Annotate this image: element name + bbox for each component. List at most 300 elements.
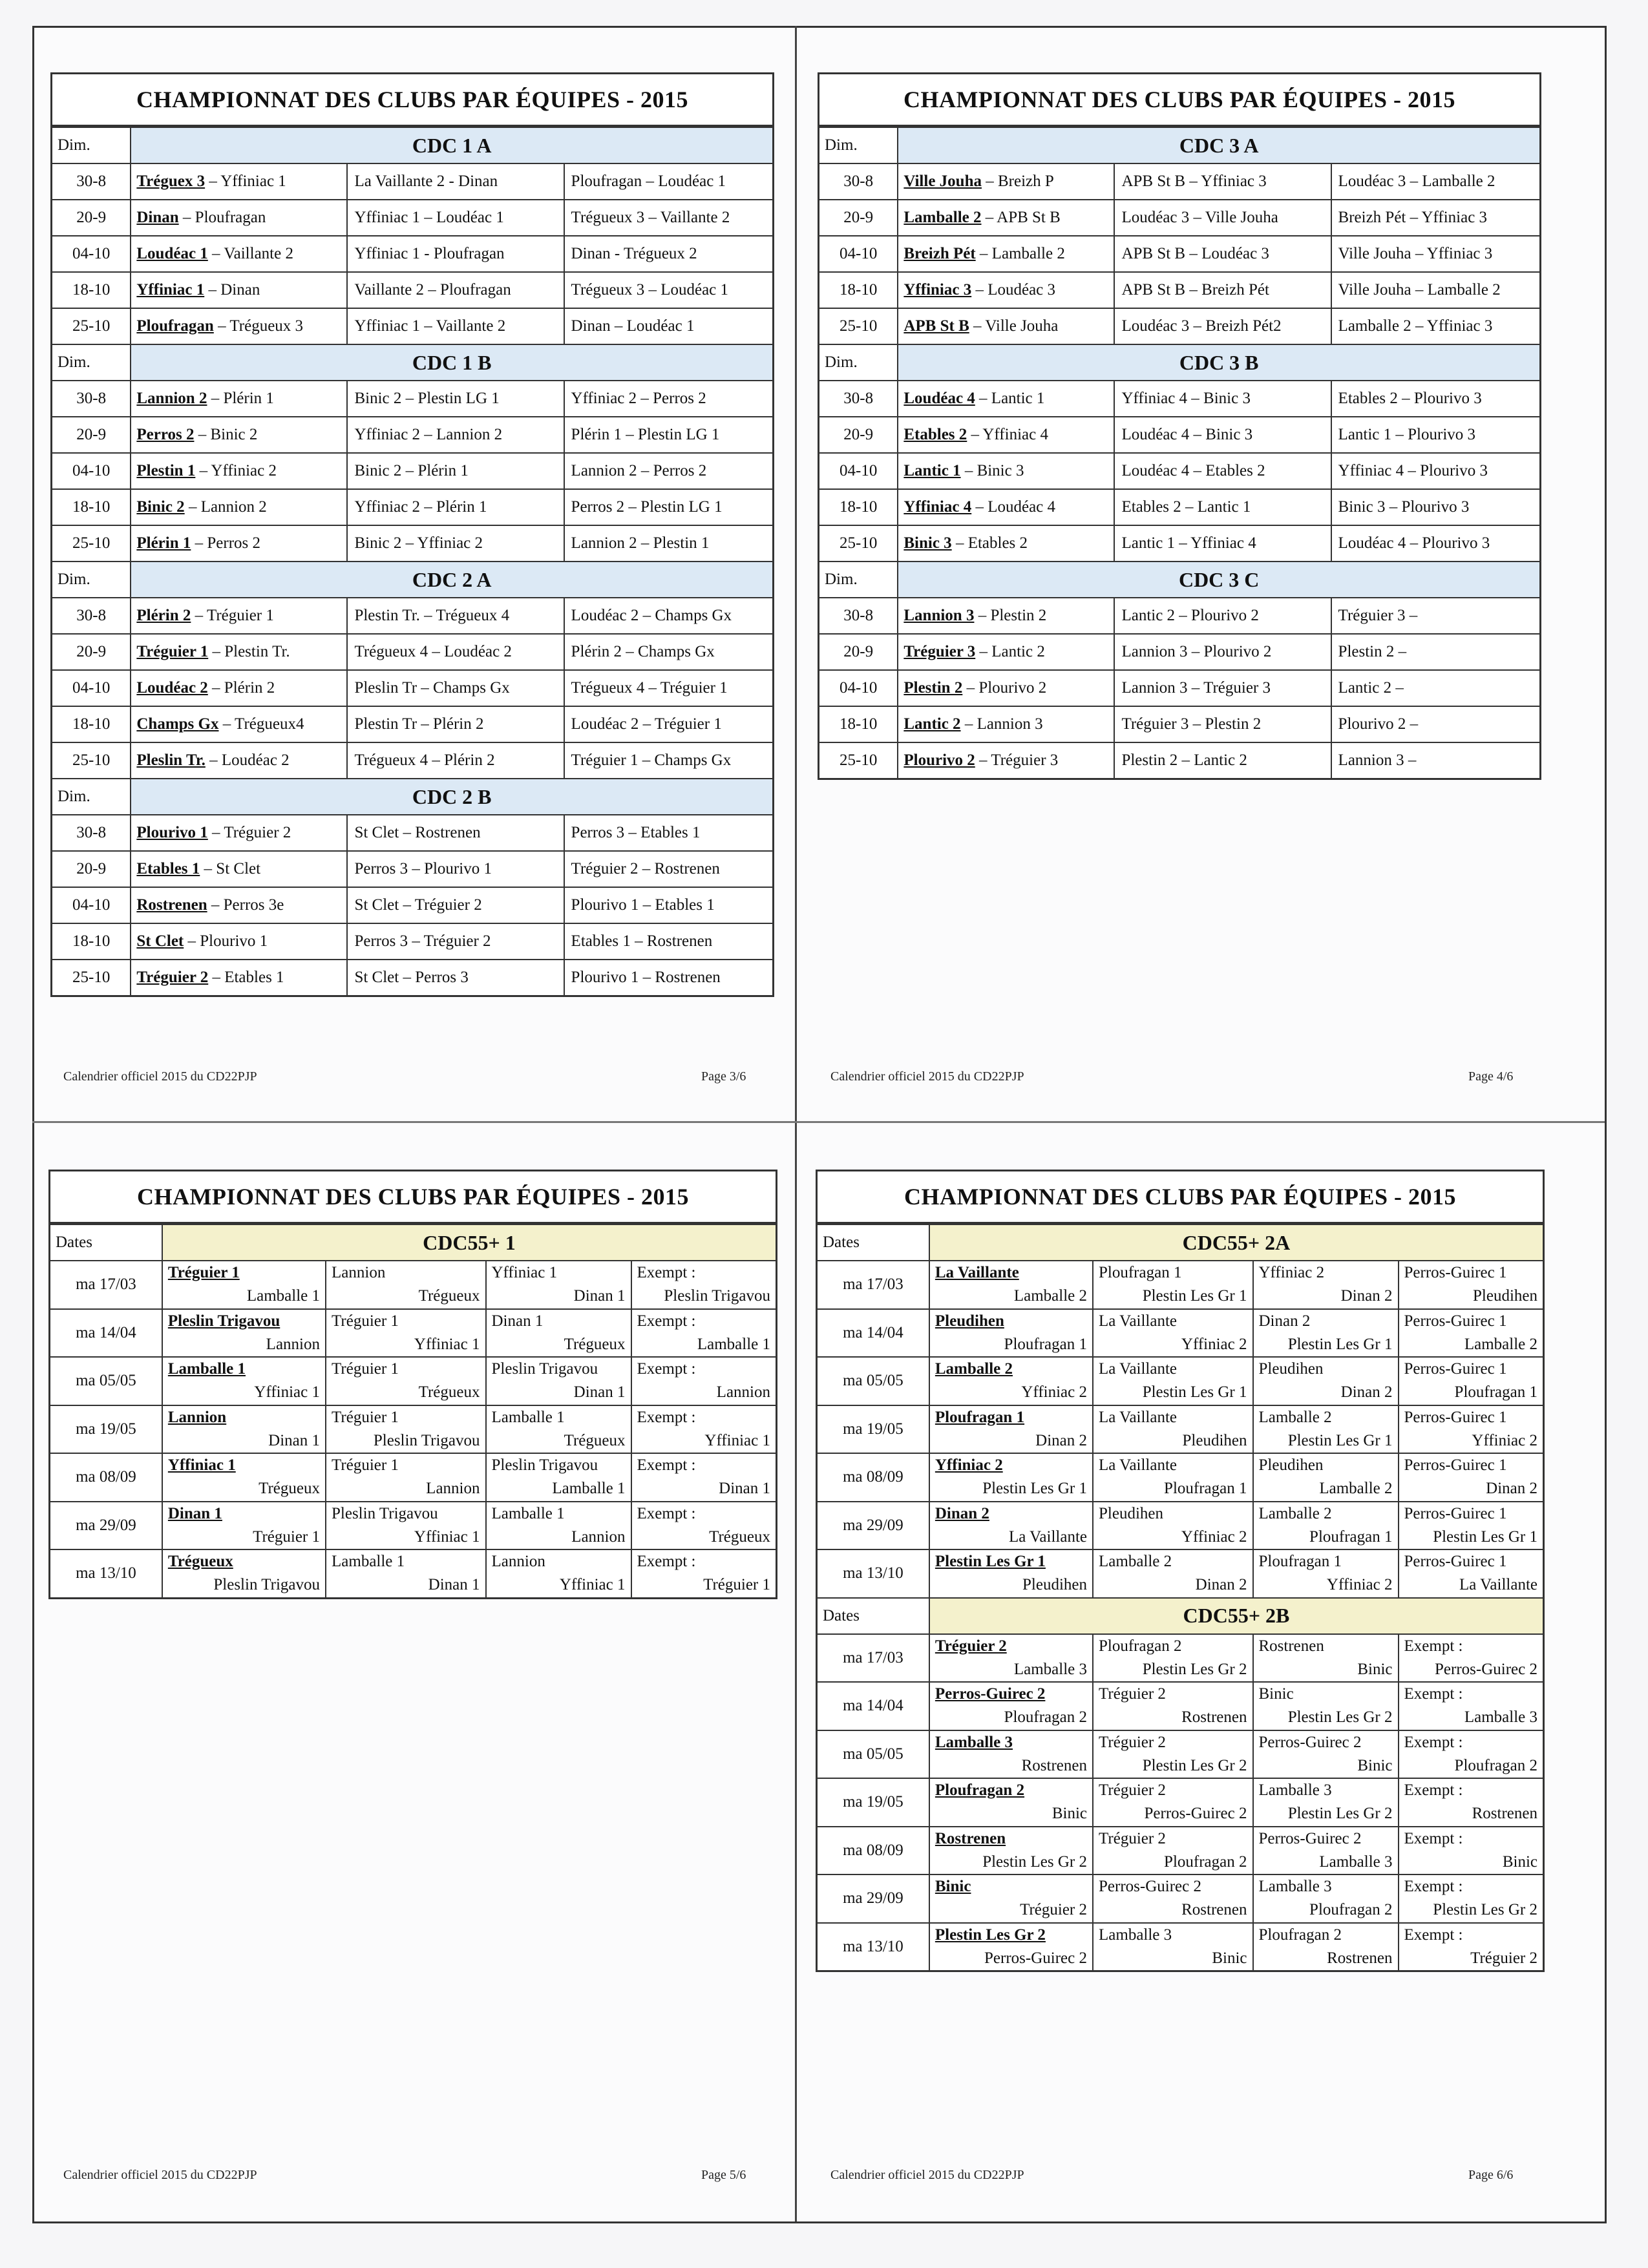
- match-cell: [929, 1309, 1093, 1358]
- first-match: [898, 706, 1114, 742]
- match-pair: [1404, 1358, 1538, 1405]
- team-bottom: Yffiniac 1: [559, 1576, 626, 1594]
- match-pair: [935, 1358, 1087, 1405]
- match-date: ma 05/05: [50, 1357, 162, 1405]
- group-header-row: [819, 127, 1541, 163]
- match-date: ma 17/03: [817, 1261, 929, 1309]
- team-bottom: Rostrenen: [1021, 1756, 1087, 1774]
- match-date: ma 14/04: [817, 1309, 929, 1358]
- match-cell: [1093, 1309, 1253, 1358]
- home-team: Binic 2: [136, 498, 185, 516]
- team-bottom: Binic: [1357, 1660, 1393, 1678]
- first-match: [131, 634, 347, 670]
- separator-dash: –: [971, 281, 988, 299]
- third-match: Perros 3 – Etables 1: [564, 815, 774, 851]
- team-bottom: Perros-Guirec 2: [1435, 1660, 1537, 1678]
- home-team: Lantic 1: [903, 462, 961, 479]
- team-top: Lamballe 3: [1258, 1781, 1332, 1799]
- match-date: 04-10: [819, 453, 898, 489]
- match-cell: [1093, 1549, 1253, 1598]
- match-cell: [1253, 1874, 1399, 1923]
- table-row: [50, 1453, 777, 1502]
- match-cell: [631, 1405, 777, 1454]
- date-column-label: Dates: [817, 1598, 929, 1634]
- separator-dash: –: [971, 498, 988, 516]
- match-cell: [929, 1549, 1093, 1598]
- home-team: Ville Jouha: [903, 173, 982, 190]
- match-date: ma 08/09: [50, 1453, 162, 1502]
- match-pair: [492, 1454, 626, 1501]
- match-date: 25-10: [52, 308, 131, 344]
- team-top: Yffiniac 2: [1258, 1264, 1325, 1281]
- match-cell: [162, 1309, 326, 1358]
- match-cell: [1093, 1730, 1253, 1779]
- team-top: La Vaillante: [935, 1264, 1019, 1281]
- away-team: Breizh P: [997, 173, 1054, 190]
- match-date: 30-8: [819, 163, 898, 200]
- home-team: Plestin 1: [136, 462, 196, 479]
- first-match: [131, 381, 347, 417]
- team-top: La Vaillante: [1099, 1408, 1178, 1426]
- first-match: [898, 417, 1114, 453]
- match-cell: [326, 1405, 486, 1454]
- third-match: Plourivo 1 – Rostrenen: [564, 960, 774, 996]
- second-match: Yffiniac 1 – Vaillante 2: [347, 308, 564, 344]
- match-date: ma 19/05: [817, 1405, 929, 1454]
- group-header-row: [817, 1224, 1544, 1261]
- team-bottom: Tréguier 1: [703, 1576, 770, 1594]
- table-row: [52, 742, 774, 779]
- match-pair: [1404, 1875, 1538, 1922]
- group-name: CDC 2 B: [131, 779, 773, 815]
- schedule-table: [48, 1224, 777, 1599]
- match-cell: [929, 1778, 1093, 1827]
- first-match: [131, 670, 347, 706]
- match-cell: [929, 1923, 1093, 1971]
- match-pair: [1099, 1261, 1247, 1308]
- team-top: Plestin Les Gr 1: [935, 1553, 1046, 1570]
- third-match: Lannion 2 – Perros 2: [564, 453, 774, 489]
- group-name: CDC 1 B: [131, 344, 773, 381]
- away-team: Perros 3e: [223, 896, 284, 914]
- match-cell: [929, 1827, 1093, 1875]
- match-date: 04-10: [52, 453, 131, 489]
- away-team: Plestin 2: [990, 607, 1047, 624]
- match-cell: [1399, 1778, 1544, 1827]
- team-bottom: Pleslin Trigavou: [213, 1576, 320, 1594]
- away-team: Loudéac 4: [988, 498, 1056, 516]
- cdc55-tables: [816, 1224, 1545, 1972]
- team-top: Pleudihen: [1258, 1456, 1324, 1474]
- match-cell: [162, 1261, 326, 1309]
- third-match: Dinan – Loudéac 1: [564, 308, 774, 344]
- home-team: Ploufragan: [136, 317, 214, 335]
- match-pair: [1259, 1779, 1393, 1826]
- home-team: Plérin 2: [136, 607, 191, 624]
- away-team: Yffiniac 1: [220, 173, 286, 190]
- table-row: [819, 525, 1541, 562]
- table-row: [819, 706, 1541, 742]
- first-match: [898, 742, 1114, 779]
- match-cell: [162, 1357, 326, 1405]
- second-match: Vaillante 2 – Ploufragan: [347, 272, 564, 308]
- group-header-row: [819, 562, 1541, 598]
- match-pair: [332, 1454, 480, 1501]
- second-match: Lantic 1 – Yffiniac 4: [1114, 525, 1331, 562]
- match-cell: [1093, 1261, 1253, 1309]
- second-match: Pleslin Tr – Champs Gx: [347, 670, 564, 706]
- group-name: CDC 3 B: [898, 344, 1540, 381]
- separator-dash: –: [207, 390, 224, 407]
- match-cell: [486, 1405, 631, 1454]
- schedule-table: [818, 127, 1541, 780]
- team-top: Tréguier 2: [1099, 1733, 1166, 1751]
- match-cell: [1253, 1502, 1399, 1550]
- separator-dash: –: [974, 607, 991, 624]
- second-match: Binic 2 – Yffiniac 2: [347, 525, 564, 562]
- team-top: Dinan 2: [935, 1504, 989, 1522]
- third-match: Lannion 2 – Plestin 1: [564, 525, 774, 562]
- team-bottom: La Vaillante: [1459, 1576, 1537, 1594]
- first-match: [131, 453, 347, 489]
- group-header-row: [50, 1224, 777, 1261]
- second-match: Loudéac 4 – Etables 2: [1114, 453, 1331, 489]
- team-top: Tréguier 2: [1099, 1781, 1166, 1799]
- third-match: Binic 3 – Plourivo 3: [1331, 489, 1541, 525]
- match-pair: [1259, 1358, 1393, 1405]
- first-match: [131, 887, 347, 923]
- second-match: APB St B – Breizh Pét: [1114, 272, 1331, 308]
- date-column-label: Dim.: [52, 779, 131, 815]
- table-row: [50, 1502, 777, 1550]
- team-top: Pleslin Trigavou: [491, 1360, 598, 1378]
- team-top: Ploufragan 1: [1258, 1553, 1342, 1570]
- match-pair: [1404, 1261, 1538, 1308]
- separator-dash: –: [178, 209, 195, 226]
- match-pair: [1404, 1827, 1538, 1874]
- team-bottom: Lamballe 3: [1464, 1708, 1537, 1727]
- team-bottom: Ploufragan 1: [1309, 1528, 1393, 1546]
- third-match: Plestin 2 –: [1331, 634, 1541, 670]
- table-row: [52, 308, 774, 344]
- match-cell: [929, 1874, 1093, 1923]
- match-cell: [486, 1357, 631, 1405]
- separator-dash: –: [205, 751, 222, 769]
- cdc-tables: [818, 127, 1541, 780]
- away-team: Tréguier 3: [991, 751, 1059, 769]
- match-pair: [1404, 1731, 1538, 1778]
- second-match: Perros 3 – Plourivo 1: [347, 851, 564, 887]
- home-team: Lannion 2: [136, 390, 207, 407]
- home-team: Tréguier 2: [136, 969, 209, 986]
- team-top: Rostrenen: [935, 1829, 1006, 1847]
- match-pair: [637, 1261, 771, 1308]
- match-cell: [486, 1549, 631, 1598]
- match-pair: [1099, 1635, 1247, 1682]
- match-cell: [486, 1453, 631, 1502]
- first-match: [131, 163, 347, 200]
- match-cell: [1253, 1309, 1399, 1358]
- home-team: Etables 2: [903, 426, 967, 443]
- first-match: [131, 308, 347, 344]
- group-header-row: [52, 127, 774, 163]
- match-pair: [1259, 1635, 1393, 1682]
- team-top: Exempt :: [1404, 1829, 1463, 1847]
- team-bottom: Ploufragan 2: [1454, 1756, 1537, 1774]
- third-match: Breizh Pét – Yffiniac 3: [1331, 200, 1541, 236]
- match-cell: [326, 1309, 486, 1358]
- separator-dash: –: [951, 534, 968, 552]
- table-row: [52, 670, 774, 706]
- match-pair: [168, 1310, 320, 1357]
- match-cell: [1399, 1502, 1544, 1550]
- match-cell: [486, 1309, 631, 1358]
- match-pair: [935, 1406, 1087, 1453]
- second-match: La Vaillante 2 - Dinan: [347, 163, 564, 200]
- date-column-label: Dates: [817, 1224, 929, 1261]
- team-bottom: Ploufragan 2: [1004, 1708, 1087, 1727]
- match-cell: [1399, 1309, 1544, 1358]
- team-top: Pleslin Trigavou: [491, 1456, 598, 1474]
- match-pair: [332, 1310, 480, 1357]
- table-row: [52, 815, 774, 851]
- away-team: Loudéac 3: [988, 281, 1056, 299]
- match-date: 30-8: [52, 598, 131, 634]
- footer-left: Calendrier officiel 2015 du CD22PJP: [63, 2168, 257, 2182]
- first-match: [898, 163, 1114, 200]
- match-pair: [637, 1358, 771, 1405]
- team-bottom: Trégueux: [418, 1383, 480, 1402]
- table-row: [817, 1778, 1544, 1827]
- away-team: Plourivo 1: [200, 932, 268, 950]
- away-team: Vaillante 2: [224, 245, 293, 262]
- table-row: [52, 598, 774, 634]
- table-row: [817, 1827, 1544, 1875]
- match-date: 20-9: [52, 851, 131, 887]
- team-bottom: Lamballe 2: [1464, 1335, 1537, 1353]
- table-row: [52, 923, 774, 960]
- separator-dash: –: [207, 245, 224, 262]
- table-row: [817, 1453, 1544, 1502]
- team-bottom: Plestin Les Gr 2: [1287, 1805, 1393, 1823]
- panel-page-3: [50, 72, 774, 997]
- team-top: Exempt :: [1404, 1781, 1463, 1799]
- home-team: Plestin 2: [903, 679, 963, 697]
- away-team: Lannion 3: [977, 715, 1043, 733]
- match-date: 25-10: [819, 525, 898, 562]
- second-match: Lantic 2 – Plourivo 2: [1114, 598, 1331, 634]
- table-row: [819, 598, 1541, 634]
- team-top: Perros-Guirec 1: [1404, 1312, 1507, 1330]
- team-top: Lamballe 1: [332, 1553, 405, 1570]
- home-team: Loudéac 1: [136, 245, 208, 262]
- second-match: Yffiniac 4 – Binic 3: [1114, 381, 1331, 417]
- table-row: [817, 1405, 1544, 1454]
- team-top: Yffiniac 1: [491, 1264, 558, 1281]
- match-pair: [935, 1924, 1087, 1971]
- match-pair: [1404, 1924, 1538, 1971]
- team-bottom: Tréguier 2: [1470, 1949, 1537, 1967]
- team-bottom: Ploufragan 1: [1454, 1383, 1537, 1402]
- home-team: Binic 3: [903, 534, 952, 552]
- team-bottom: Lamballe 2: [1319, 1480, 1393, 1498]
- team-bottom: Trégueux: [564, 1431, 626, 1449]
- match-pair: [1259, 1261, 1393, 1308]
- separator-dash: –: [975, 245, 992, 262]
- match-pair: [1099, 1827, 1247, 1874]
- team-bottom: Rostrenen: [1472, 1805, 1537, 1823]
- match-cell: [1399, 1730, 1544, 1779]
- match-pair: [1404, 1550, 1538, 1597]
- first-match: [131, 489, 347, 525]
- match-cell: [1093, 1874, 1253, 1923]
- away-team: Binic 3: [977, 462, 1024, 479]
- table-row: [817, 1682, 1544, 1730]
- team-bottom: Pleudihen: [1473, 1287, 1537, 1305]
- team-bottom: Lannion: [716, 1383, 770, 1402]
- group-header-row: [52, 562, 774, 598]
- home-team: Loudéac 4: [903, 390, 975, 407]
- away-team: Etables 2: [967, 534, 1028, 552]
- panel-page-6: [816, 1170, 1545, 1972]
- table-row: [819, 163, 1541, 200]
- first-match: [131, 272, 347, 308]
- match-date: ma 14/04: [50, 1309, 162, 1358]
- match-pair: [492, 1358, 626, 1405]
- panel-title: CHAMPIONNAT DES CLUBS PAR ÉQUIPES - 2015: [816, 1170, 1545, 1224]
- team-bottom: Dinan 1: [573, 1383, 626, 1402]
- away-team: Loudéac 2: [221, 751, 290, 769]
- away-team: Ploufragan: [195, 209, 266, 226]
- separator-dash: –: [195, 462, 211, 479]
- table-row: [50, 1261, 777, 1309]
- second-match: Trégueux 4 – Loudéac 2: [347, 634, 564, 670]
- team-top: La Vaillante: [1099, 1456, 1178, 1474]
- match-pair: [1099, 1454, 1247, 1501]
- match-date: ma 29/09: [817, 1502, 929, 1550]
- team-bottom: Yffiniac 2: [1181, 1335, 1247, 1353]
- team-top: Pleudihen: [935, 1312, 1004, 1330]
- team-top: Tréguier 1: [167, 1264, 240, 1281]
- match-date: 04-10: [52, 887, 131, 923]
- second-match: Binic 2 – Plérin 1: [347, 453, 564, 489]
- footer-page-number: Page 3/6: [701, 1069, 746, 1084]
- match-date: ma 14/04: [817, 1682, 929, 1730]
- match-pair: [1259, 1827, 1393, 1874]
- third-match: Perros 2 – Plestin LG 1: [564, 489, 774, 525]
- match-cell: [929, 1502, 1093, 1550]
- match-pair: [935, 1875, 1087, 1922]
- team-bottom: Lannion: [426, 1480, 480, 1498]
- first-match: [131, 851, 347, 887]
- panel-page-4: [818, 72, 1541, 780]
- date-column-label: Dates: [50, 1224, 162, 1261]
- separator-dash: –: [981, 173, 998, 190]
- match-cell: [326, 1453, 486, 1502]
- away-team: Tréguier 1: [206, 607, 274, 624]
- team-bottom: Dinan 1: [268, 1431, 320, 1449]
- team-bottom: Lamballe 1: [246, 1287, 320, 1305]
- match-pair: [1259, 1683, 1393, 1730]
- match-cell: [162, 1549, 326, 1598]
- match-pair: [1099, 1875, 1247, 1922]
- match-pair: [935, 1731, 1087, 1778]
- table-row: [817, 1874, 1544, 1923]
- first-match: [898, 200, 1114, 236]
- third-match: Tréguier 1 – Champs Gx: [564, 742, 774, 779]
- third-match: Lamballe 2 – Yffiniac 3: [1331, 308, 1541, 344]
- table-row: [52, 851, 774, 887]
- group-header-row: [52, 779, 774, 815]
- table-row: [52, 960, 774, 996]
- table-row: [52, 417, 774, 453]
- separator-dash: –: [975, 751, 991, 769]
- match-date: ma 19/05: [817, 1778, 929, 1827]
- group-name: CDC 3 C: [898, 562, 1540, 598]
- table-row: [52, 381, 774, 417]
- table-row: [817, 1357, 1544, 1405]
- team-bottom: Lamballe 3: [1319, 1853, 1393, 1871]
- second-match: APB St B – Yffiniac 3: [1114, 163, 1331, 200]
- home-team: Plourivo 1: [136, 824, 208, 841]
- match-pair: [168, 1406, 320, 1453]
- team-top: La Vaillante: [1099, 1312, 1178, 1330]
- team-top: Binic: [1258, 1685, 1294, 1703]
- table-row: [819, 308, 1541, 344]
- separator-dash: –: [967, 426, 983, 443]
- third-match: Etables 1 – Rostrenen: [564, 923, 774, 960]
- match-date: ma 29/09: [817, 1874, 929, 1923]
- match-pair: [935, 1261, 1087, 1308]
- away-team: Trégueux4: [235, 715, 304, 733]
- match-cell: [631, 1502, 777, 1550]
- footer-page-number: Page 6/6: [1468, 2168, 1514, 2182]
- second-match: Yffiniac 2 – Lannion 2: [347, 417, 564, 453]
- date-column-label: Dim.: [52, 562, 131, 598]
- match-pair: [1404, 1683, 1538, 1730]
- match-pair: [1099, 1406, 1247, 1453]
- match-pair: [1259, 1502, 1393, 1549]
- match-pair: [1099, 1358, 1247, 1405]
- match-date: 04-10: [52, 236, 131, 272]
- team-top: Perros-Guirec 1: [1404, 1504, 1507, 1522]
- second-match: Yffiniac 1 - Ploufragan: [347, 236, 564, 272]
- match-pair: [1404, 1406, 1538, 1453]
- separator-dash: –: [184, 498, 201, 516]
- separator-dash: –: [218, 715, 235, 733]
- team-bottom: Binic: [1502, 1853, 1537, 1871]
- table-row: [52, 272, 774, 308]
- team-bottom: Ploufragan 2: [1164, 1853, 1247, 1871]
- team-top: Yffiniac 2: [935, 1456, 1003, 1474]
- separator-dash: –: [975, 643, 992, 660]
- team-top: Ploufragan 2: [935, 1781, 1025, 1799]
- team-top: Lamballe 2: [1258, 1408, 1332, 1426]
- match-date: 20-9: [819, 417, 898, 453]
- team-top: Binic: [935, 1878, 971, 1895]
- team-top: Exempt :: [1404, 1685, 1463, 1703]
- match-cell: [486, 1261, 631, 1309]
- match-cell: [631, 1357, 777, 1405]
- separator-dash: –: [207, 896, 224, 914]
- match-date: ma 13/10: [817, 1549, 929, 1598]
- third-match: Tréguier 2 – Rostrenen: [564, 851, 774, 887]
- match-cell: [929, 1730, 1093, 1779]
- second-match: St Clet – Perros 3: [347, 960, 564, 996]
- match-cell: [929, 1261, 1093, 1309]
- match-date: 18-10: [52, 923, 131, 960]
- separator-dash: –: [200, 860, 217, 877]
